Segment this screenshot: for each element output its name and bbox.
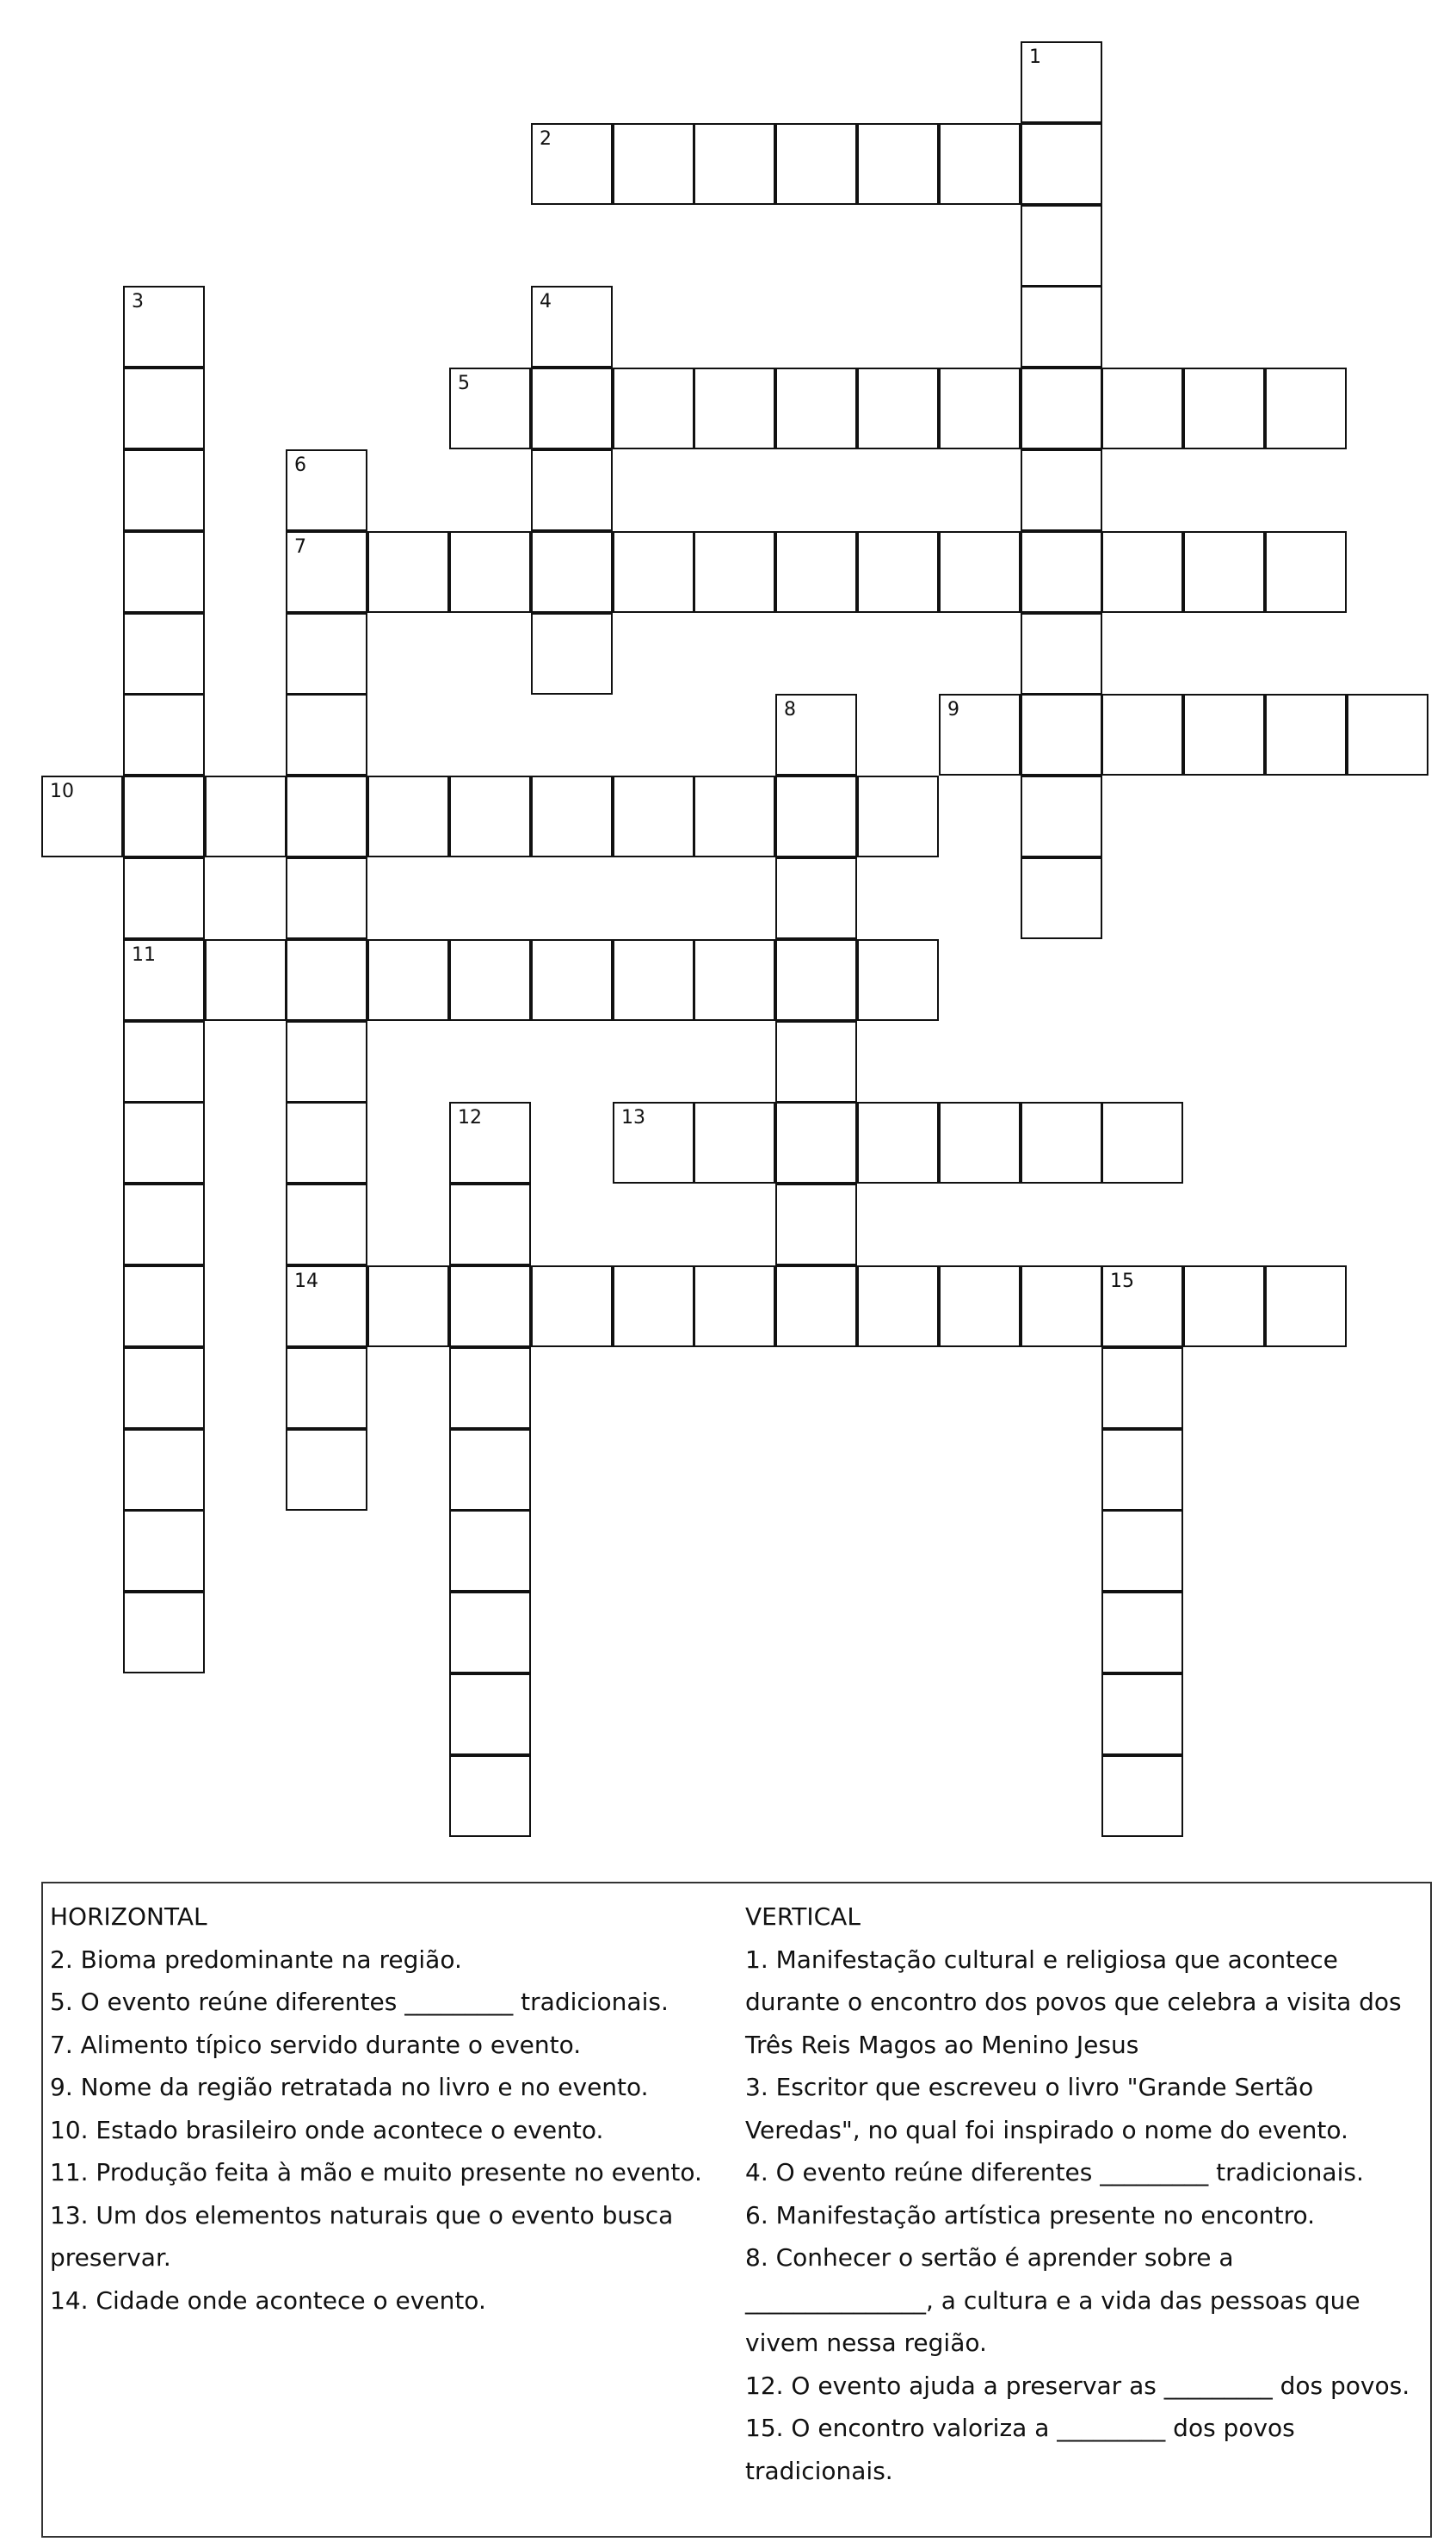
grid-cell[interactable] [123, 1347, 205, 1429]
grid-cell[interactable] [1021, 694, 1102, 776]
grid-cell[interactable] [123, 1510, 205, 1592]
grid-cell[interactable] [123, 1592, 205, 1673]
clue-h-7: 7. Alimento típico servido durante o evento. [50, 2030, 582, 2059]
grid-cell[interactable] [1021, 857, 1102, 939]
grid-cell[interactable] [286, 857, 367, 939]
clue-number: 5 [458, 373, 470, 394]
grid-cell[interactable] [531, 449, 613, 531]
clue-number: 8 [784, 699, 796, 720]
clue-h-10: 10. Estado brasileiro onde acontece o evento. [50, 2115, 604, 2144]
grid-cell[interactable] [613, 123, 694, 205]
clue-h-14: 14. Cidade onde acontece o evento. [50, 2285, 486, 2315]
grid-cell[interactable] [123, 449, 205, 531]
grid-cell[interactable] [1183, 694, 1265, 776]
grid-cell[interactable] [1265, 1265, 1347, 1347]
grid-cell[interactable] [613, 776, 694, 857]
grid-cell[interactable] [1101, 694, 1183, 776]
grid-cell[interactable] [123, 939, 205, 1021]
vertical-title: VERTICAL [745, 1902, 861, 1931]
grid-cell[interactable] [286, 531, 367, 613]
grid-cell[interactable] [1101, 1592, 1183, 1673]
grid-cell[interactable] [449, 368, 531, 449]
grid-cell[interactable] [1265, 531, 1347, 613]
grid-cell[interactable] [1101, 1755, 1183, 1837]
grid-cell[interactable] [531, 613, 613, 695]
grid-cell[interactable] [449, 1510, 531, 1592]
clue-v-15: 15. O encontro valoriza a _________ dos povos tradicionais. [745, 2414, 1295, 2485]
grid-cell[interactable] [939, 1265, 1021, 1347]
clue-h-2: 2. Bioma predominante na região. [50, 1945, 462, 1974]
grid-cell[interactable] [123, 286, 205, 368]
grid-cell[interactable] [1021, 1102, 1102, 1184]
grid-cell[interactable] [286, 449, 367, 531]
grid-cell[interactable] [939, 694, 1021, 776]
grid-cell[interactable] [1101, 1347, 1183, 1429]
grid-cell[interactable] [286, 1429, 367, 1511]
grid-cell[interactable] [1101, 368, 1183, 449]
vertical-clues [745, 1896, 1427, 2492]
grid-cell[interactable] [286, 1102, 367, 1184]
grid-cell[interactable] [449, 1673, 531, 1755]
grid-cell[interactable] [41, 776, 123, 857]
grid-cell[interactable] [775, 857, 857, 939]
grid-cell[interactable] [857, 123, 939, 205]
clue-number: 4 [540, 291, 552, 312]
grid-cell[interactable] [531, 123, 613, 205]
grid-cell[interactable] [775, 694, 857, 776]
grid-cell[interactable] [123, 1184, 205, 1265]
grid-cell[interactable] [857, 1265, 939, 1347]
grid-cell[interactable] [123, 857, 205, 939]
grid-cell[interactable] [775, 776, 857, 857]
clues-box [41, 1882, 1432, 2538]
grid-cell[interactable] [857, 368, 939, 449]
grid-cell[interactable] [857, 776, 939, 857]
grid-cell[interactable] [123, 776, 205, 857]
grid-cell[interactable] [367, 776, 449, 857]
clue-h-9: 9. Nome da região retratada no livro e no evento. [50, 2073, 649, 2101]
grid-cell[interactable] [1183, 368, 1265, 449]
grid-cell[interactable] [123, 694, 205, 776]
grid-cell[interactable] [939, 1102, 1021, 1184]
grid-cell[interactable] [694, 123, 775, 205]
clue-h-5: 5. O evento reúne diferentes _________ tradicionais. [50, 1988, 669, 2016]
grid-cell[interactable] [449, 1429, 531, 1511]
clue-number: 3 [132, 291, 144, 312]
grid-cell[interactable] [205, 776, 287, 857]
grid-cell[interactable] [1183, 1265, 1265, 1347]
clue-v-8: 8. Conhecer o sertão é aprender sobre a _______________, a cultura e a vida das pessoas que vivem nessa região. [745, 2243, 1360, 2357]
grid-cell[interactable] [613, 531, 694, 613]
grid-cell[interactable] [286, 1265, 367, 1347]
grid-cell[interactable] [775, 1265, 857, 1347]
grid-cell[interactable] [531, 368, 613, 449]
grid-cell[interactable] [1347, 694, 1428, 776]
grid-cell[interactable] [775, 1102, 857, 1184]
grid-cell[interactable] [286, 613, 367, 695]
grid-cell[interactable] [531, 531, 613, 613]
grid-cell[interactable] [1021, 205, 1102, 287]
grid-cell[interactable] [531, 1265, 613, 1347]
grid-cell[interactable] [449, 776, 531, 857]
grid-cell[interactable] [531, 286, 613, 368]
grid-cell[interactable] [286, 1021, 367, 1103]
grid-cell[interactable] [775, 1021, 857, 1103]
grid-cell[interactable] [367, 1265, 449, 1347]
clue-v-6: 6. Manifestação artística presente no encontro. [745, 2200, 1316, 2230]
clue-number: 9 [947, 699, 959, 720]
grid-cell[interactable] [123, 368, 205, 449]
grid-cell[interactable] [286, 776, 367, 857]
grid-cell[interactable] [775, 368, 857, 449]
grid-cell[interactable] [939, 531, 1021, 613]
grid-cell[interactable] [1101, 531, 1183, 613]
grid-cell[interactable] [857, 531, 939, 613]
grid-cell[interactable] [123, 613, 205, 695]
clue-number: 2 [540, 128, 552, 150]
grid-cell[interactable] [1101, 1673, 1183, 1755]
grid-cell[interactable] [367, 939, 449, 1021]
grid-cell[interactable] [123, 1021, 205, 1103]
grid-cell[interactable] [613, 368, 694, 449]
grid-cell[interactable] [857, 939, 939, 1021]
clue-v-4: 4. O evento reúne diferentes _________ tradicionais. [745, 2158, 1364, 2186]
grid-cell[interactable] [531, 939, 613, 1021]
grid-cell[interactable] [1021, 449, 1102, 531]
grid-cell[interactable] [694, 776, 775, 857]
clue-number: 10 [50, 781, 74, 802]
grid-cell[interactable] [694, 939, 775, 1021]
grid-cell[interactable] [613, 1102, 694, 1184]
grid-cell[interactable] [1021, 286, 1102, 368]
clue-number: 15 [1110, 1271, 1134, 1292]
grid-cell[interactable] [286, 939, 367, 1021]
grid-cell[interactable] [123, 1102, 205, 1184]
grid-cell[interactable] [286, 694, 367, 776]
grid-cell[interactable] [123, 1429, 205, 1511]
horizontal-clues [50, 1896, 738, 2322]
grid-cell[interactable] [1101, 1510, 1183, 1592]
horizontal-title: HORIZONTAL [50, 1902, 207, 1931]
grid-cell[interactable] [286, 1347, 367, 1429]
grid-cell[interactable] [1101, 1102, 1183, 1184]
grid-cell[interactable] [1265, 368, 1347, 449]
grid-cell[interactable] [1021, 123, 1102, 205]
grid-cell[interactable] [1021, 41, 1102, 123]
clue-h-13: 13. Um dos elementos naturais que o evento busca preservar. [50, 2200, 674, 2272]
grid-cell[interactable] [205, 939, 287, 1021]
grid-cell[interactable] [694, 368, 775, 449]
grid-cell[interactable] [286, 1184, 367, 1265]
clue-number: 11 [132, 944, 156, 966]
grid-cell[interactable] [449, 939, 531, 1021]
clue-h-11: 11. Produção feita à mão e muito presente no evento. [50, 2158, 702, 2186]
clue-number: 13 [621, 1107, 645, 1129]
grid-cell[interactable] [449, 1755, 531, 1837]
grid-cell[interactable] [775, 531, 857, 613]
grid-cell[interactable] [449, 1184, 531, 1265]
grid-cell[interactable] [1021, 531, 1102, 613]
grid-cell[interactable] [775, 123, 857, 205]
grid-cell[interactable] [613, 939, 694, 1021]
clue-number: 14 [294, 1271, 318, 1292]
grid-cell[interactable] [367, 531, 449, 613]
grid-cell[interactable] [449, 1102, 531, 1184]
clue-v-3: 3. Escritor que escreveu o livro "Grande Sertão Veredas", no qual foi inspirado o nome do evento. [745, 2073, 1348, 2144]
grid-cell[interactable] [1101, 1265, 1183, 1347]
grid-cell[interactable] [1021, 368, 1102, 449]
grid-cell[interactable] [694, 1102, 775, 1184]
grid-cell[interactable] [939, 123, 1021, 205]
grid-cell[interactable] [449, 531, 531, 613]
grid-cell[interactable] [123, 531, 205, 613]
grid-cell[interactable] [531, 776, 613, 857]
grid-cell[interactable] [1021, 613, 1102, 695]
clue-number: 6 [294, 455, 306, 476]
clue-number: 12 [458, 1107, 482, 1129]
grid-cell[interactable] [613, 1265, 694, 1347]
grid-cell[interactable] [939, 368, 1021, 449]
clue-number: 7 [294, 536, 306, 558]
grid-cell[interactable] [1021, 1265, 1102, 1347]
grid-cell[interactable] [123, 1265, 205, 1347]
grid-cell[interactable] [1021, 776, 1102, 857]
grid-cell[interactable] [449, 1265, 531, 1347]
grid-cell[interactable] [1183, 531, 1265, 613]
grid-cell[interactable] [775, 939, 857, 1021]
clue-v-1: 1. Manifestação cultural e religiosa que acontece durante o encontro dos povos que celebra a visita dos Três Reis Magos ao Menino Jesus [745, 1945, 1402, 2059]
grid-cell[interactable] [449, 1347, 531, 1429]
clue-number: 1 [1029, 46, 1041, 68]
clue-v-12: 12. O evento ajuda a preservar as _________ dos povos. [745, 2371, 1410, 2400]
grid-cell[interactable] [1265, 694, 1347, 776]
grid-cell[interactable] [1101, 1429, 1183, 1511]
grid-cell[interactable] [694, 531, 775, 613]
grid-cell[interactable] [857, 1102, 939, 1184]
grid-cell[interactable] [694, 1265, 775, 1347]
grid-cell[interactable] [775, 1184, 857, 1265]
grid-cell[interactable] [449, 1592, 531, 1673]
